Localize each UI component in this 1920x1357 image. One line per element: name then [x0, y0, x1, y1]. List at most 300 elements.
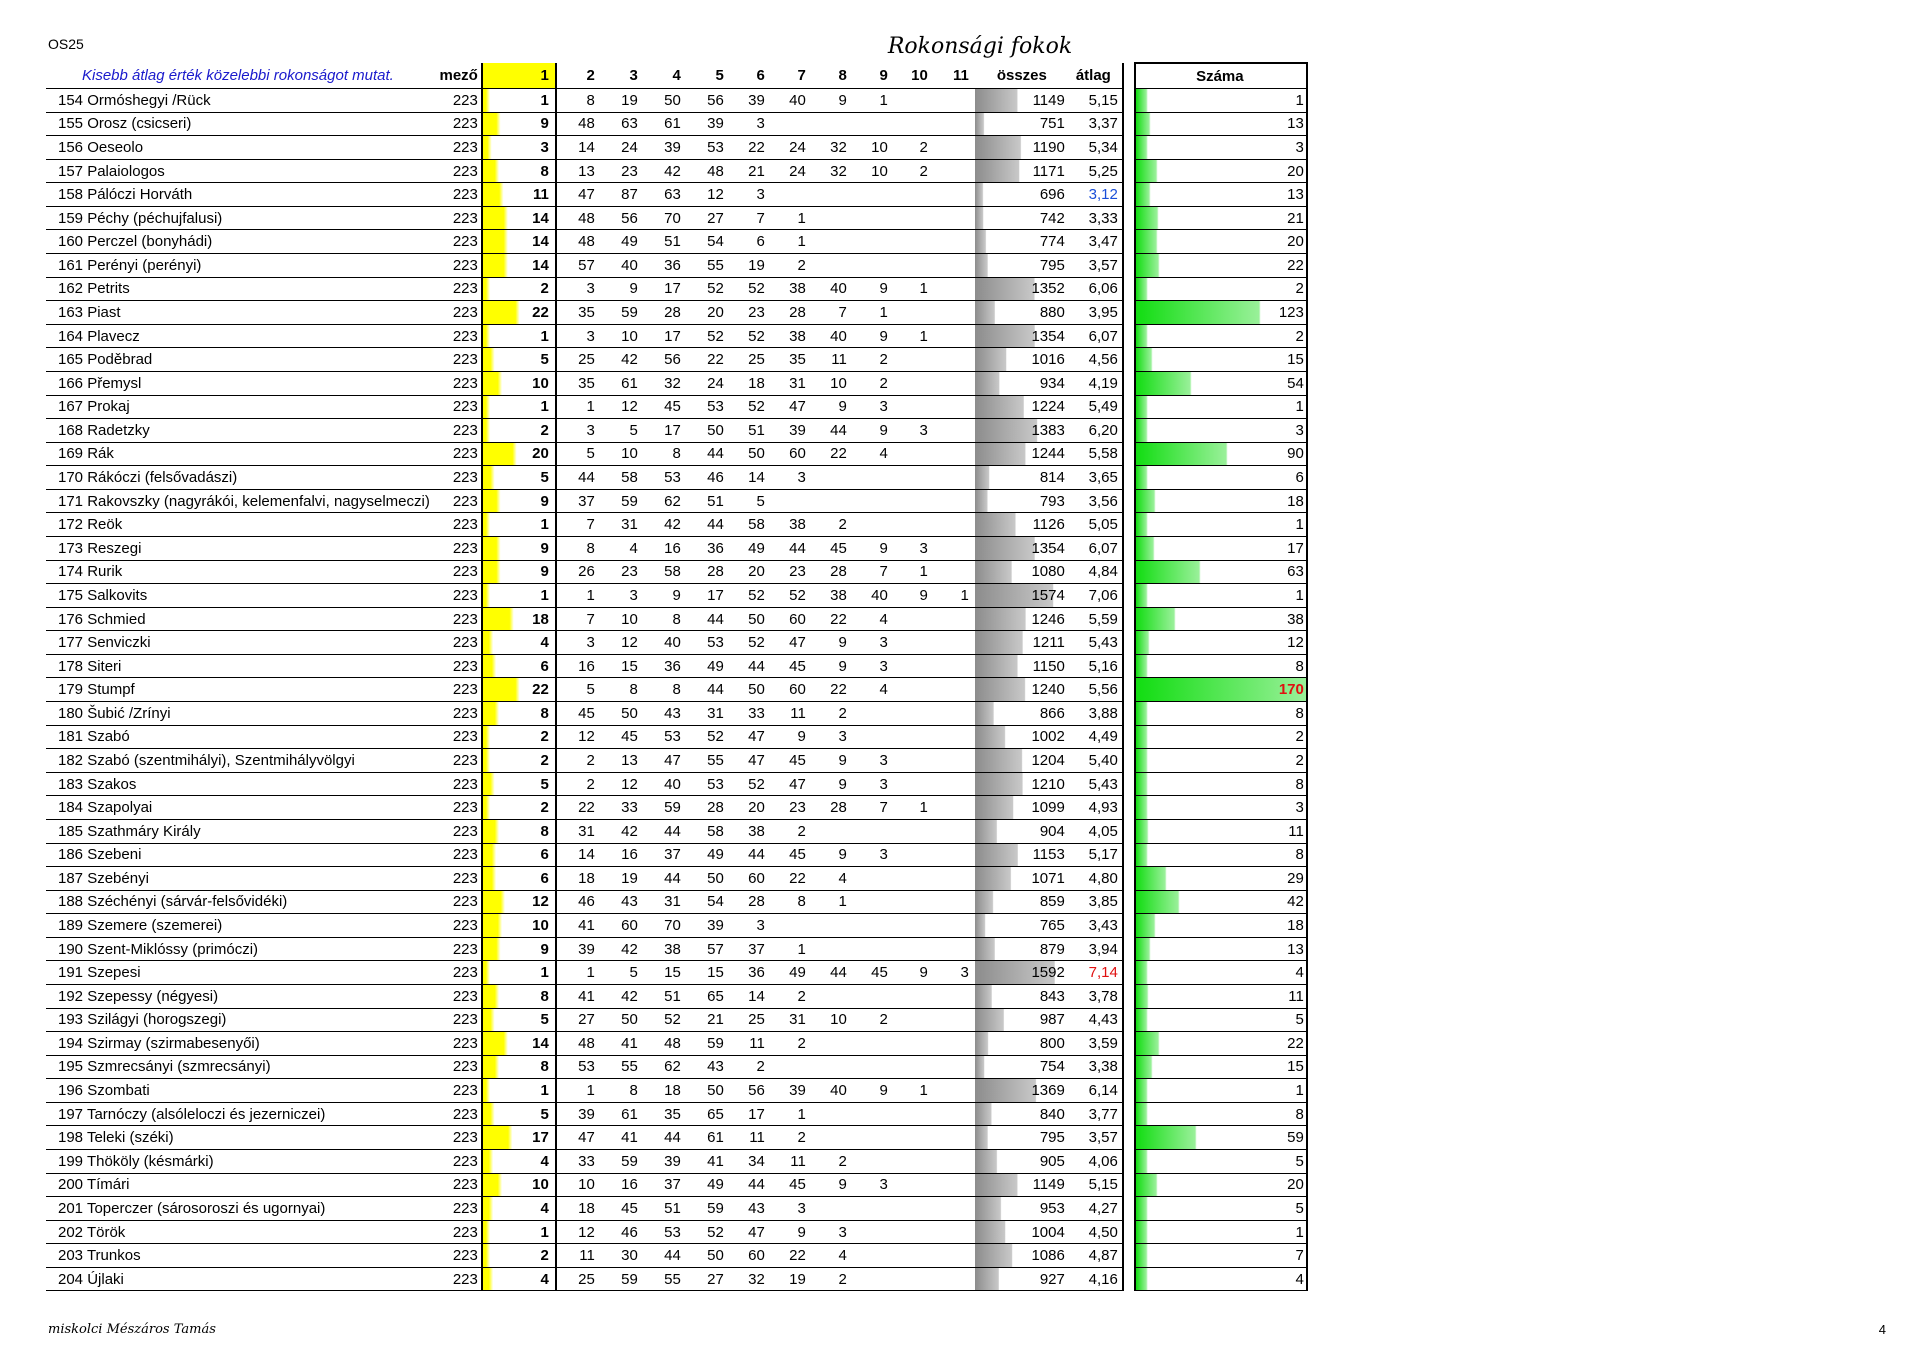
average-cell: 3,77: [1069, 1102, 1123, 1126]
sum-cell: 905: [975, 1150, 1069, 1174]
degree-six-cell: 3: [730, 112, 771, 136]
degree-four-cell: 44: [644, 819, 687, 843]
average-cell: 4,49: [1069, 725, 1123, 749]
degree-ten-cell: [894, 819, 934, 843]
degree-ten-cell: [894, 702, 934, 726]
degree-eight-cell: [812, 254, 853, 278]
row-number: 196: [58, 1082, 84, 1100]
degree-three-cell: 13: [601, 749, 644, 773]
average-cell: 5,17: [1069, 843, 1123, 867]
degree-ten-cell: [894, 1008, 934, 1032]
degree-eleven-cell: [934, 1150, 975, 1174]
mezo-cell: 223: [430, 513, 482, 537]
table-row: [46, 984, 1307, 1008]
table-row: [46, 725, 1307, 749]
table-row: [46, 371, 1307, 395]
sum-cell: 953: [975, 1197, 1069, 1221]
degree-two-cell: 39: [556, 1102, 601, 1126]
degree-nine-cell: [853, 937, 894, 961]
table-row: [46, 183, 1307, 207]
gap-cell: [1123, 230, 1135, 254]
degree-three-cell: 12: [601, 772, 644, 796]
family-name-cell: [46, 230, 430, 254]
degree-ten-cell: [894, 678, 934, 702]
gap-cell: [1123, 206, 1135, 230]
mezo-cell: 223: [430, 395, 482, 419]
degree-two-cell: 33: [556, 1150, 601, 1174]
gap-cell: [1123, 112, 1135, 136]
degree-eleven-cell: [934, 702, 975, 726]
degree-three-cell: 19: [601, 89, 644, 113]
table-row: [46, 584, 1307, 608]
degree-eleven-cell: [934, 1079, 975, 1103]
degree-eleven-cell: [934, 489, 975, 513]
degree-eight-cell: 2: [812, 1267, 853, 1291]
degree-two-cell: 3: [556, 631, 601, 655]
family-name: Teleki (széki): [86, 1129, 174, 1147]
table-row: [46, 301, 1307, 325]
degree-four-cell: 37: [644, 843, 687, 867]
sum-cell: 1592: [975, 961, 1069, 985]
degree-five-cell: 54: [687, 890, 730, 914]
row-number: 183: [58, 775, 84, 793]
family-name: Szemere (szemerei): [87, 917, 223, 935]
count-cell: 8: [1135, 654, 1307, 678]
degree-ten-cell: 9: [894, 961, 934, 985]
degree-six-cell: 11: [730, 1126, 771, 1150]
degree-eight-cell: 9: [812, 654, 853, 678]
degree-nine-cell: [853, 466, 894, 490]
family-name-cell: [46, 301, 430, 325]
degree-two-cell: 3: [556, 419, 601, 443]
average-cell: 4,56: [1069, 348, 1123, 372]
degree-one-cell: 9: [482, 560, 556, 584]
family-name-cell: [46, 513, 430, 537]
degree-four-cell: 17: [644, 277, 687, 301]
mezo-cell: 223: [430, 678, 482, 702]
degree-eleven-cell: [934, 843, 975, 867]
family-name: Senviczki: [87, 634, 151, 652]
degree-five-cell: 65: [687, 984, 730, 1008]
average-cell: 4,43: [1069, 1008, 1123, 1032]
average-cell: 3,95: [1069, 301, 1123, 325]
count-cell: 3: [1135, 419, 1307, 443]
degree-five-cell: 17: [687, 584, 730, 608]
count-cell: 22: [1135, 254, 1307, 278]
family-name: Szmrecsányi (szmrecsányi): [87, 1058, 271, 1076]
average-cell: 5,49: [1069, 395, 1123, 419]
degree-eight-cell: 32: [812, 159, 853, 183]
degree-seven-cell: 60: [771, 678, 812, 702]
degree-four-cell: 53: [644, 725, 687, 749]
sum-cell: 1246: [975, 607, 1069, 631]
degree-three-cell: 16: [601, 1173, 644, 1197]
degree-one-cell: 2: [482, 1244, 556, 1268]
degree-two-cell: 48: [556, 1032, 601, 1056]
header-degree-4: 4: [644, 63, 687, 89]
gap-cell: [1123, 607, 1135, 631]
gap-cell: [1123, 772, 1135, 796]
degree-three-cell: 24: [601, 136, 644, 160]
degree-nine-cell: 2: [853, 371, 894, 395]
degree-three-cell: 19: [601, 867, 644, 891]
degree-ten-cell: [894, 1220, 934, 1244]
family-name: Palaiologos: [87, 162, 165, 180]
family-name: Szombati: [87, 1082, 150, 1100]
average-cell: 4,80: [1069, 867, 1123, 891]
degree-three-cell: 45: [601, 1197, 644, 1221]
table-row: [46, 89, 1307, 113]
mezo-cell: 223: [430, 890, 482, 914]
degree-eight-cell: 9: [812, 89, 853, 113]
degree-six-cell: 50: [730, 442, 771, 466]
family-name-cell: [46, 584, 430, 608]
average-cell: 3,65: [1069, 466, 1123, 490]
degree-four-cell: 53: [644, 466, 687, 490]
gap-cell: [1123, 584, 1135, 608]
degree-ten-cell: [894, 772, 934, 796]
degree-eleven-cell: [934, 1008, 975, 1032]
degree-eleven-cell: [934, 607, 975, 631]
degree-seven-cell: [771, 1055, 812, 1079]
degree-three-cell: 23: [601, 560, 644, 584]
count-cell: 15: [1135, 1055, 1307, 1079]
average-cell: 5,15: [1069, 1173, 1123, 1197]
sum-cell: 1354: [975, 536, 1069, 560]
degree-eight-cell: 9: [812, 631, 853, 655]
average-cell: 5,15: [1069, 89, 1123, 113]
degree-eight-cell: [812, 984, 853, 1008]
degree-eleven-cell: [934, 914, 975, 938]
table-row: [46, 1244, 1307, 1268]
row-number: 177: [58, 634, 84, 652]
degree-seven-cell: 44: [771, 536, 812, 560]
sum-cell: 774: [975, 230, 1069, 254]
degree-seven-cell: 47: [771, 395, 812, 419]
table-row: [46, 1079, 1307, 1103]
mezo-cell: 223: [430, 1055, 482, 1079]
degree-two-cell: 25: [556, 348, 601, 372]
degree-six-cell: 6: [730, 230, 771, 254]
average-cell: 4,19: [1069, 371, 1123, 395]
degree-four-cell: 8: [644, 442, 687, 466]
row-number: 189: [58, 917, 84, 935]
row-number: 190: [58, 940, 84, 958]
sum-cell: 879: [975, 937, 1069, 961]
degree-nine-cell: [853, 1267, 894, 1291]
gap-cell: [1123, 348, 1135, 372]
degree-seven-cell: 39: [771, 419, 812, 443]
degree-four-cell: 35: [644, 1102, 687, 1126]
degree-eight-cell: 3: [812, 725, 853, 749]
count-cell: 12: [1135, 631, 1307, 655]
degree-six-cell: 52: [730, 772, 771, 796]
degree-five-cell: 52: [687, 324, 730, 348]
header-mezo: mező: [430, 63, 482, 89]
mezo-cell: 223: [430, 702, 482, 726]
family-name: Szapolyai: [87, 799, 153, 817]
count-cell: 1: [1135, 89, 1307, 113]
family-name-cell: [46, 631, 430, 655]
degree-seven-cell: 2: [771, 1032, 812, 1056]
family-name: Přemysl: [87, 374, 142, 392]
count-cell: 13: [1135, 937, 1307, 961]
table-row: [46, 1032, 1307, 1056]
degree-eight-cell: 4: [812, 1244, 853, 1268]
degree-two-cell: 10: [556, 1173, 601, 1197]
mezo-cell: 223: [430, 489, 482, 513]
average-cell: 3,57: [1069, 1126, 1123, 1150]
degree-five-cell: 50: [687, 1079, 730, 1103]
degree-six-cell: 47: [730, 749, 771, 773]
row-number: 186: [58, 846, 84, 864]
average-cell: 7,06: [1069, 584, 1123, 608]
degree-three-cell: 42: [601, 348, 644, 372]
degree-six-cell: 36: [730, 961, 771, 985]
degree-two-cell: 31: [556, 819, 601, 843]
mezo-cell: 223: [430, 867, 482, 891]
table-row: [46, 466, 1307, 490]
degree-one-cell: 5: [482, 1102, 556, 1126]
average-cell: 5,59: [1069, 607, 1123, 631]
degree-six-cell: 22: [730, 136, 771, 160]
degree-three-cell: 42: [601, 937, 644, 961]
degree-three-cell: 60: [601, 914, 644, 938]
row-number: 180: [58, 704, 84, 722]
degree-one-cell: 8: [482, 702, 556, 726]
degree-four-cell: 8: [644, 678, 687, 702]
degree-eleven-cell: [934, 1267, 975, 1291]
sum-cell: 1210: [975, 772, 1069, 796]
row-number: 191: [58, 964, 84, 982]
gap-cell: [1123, 1220, 1135, 1244]
gap-cell: [1123, 914, 1135, 938]
degree-eight-cell: 1: [812, 890, 853, 914]
degree-three-cell: 61: [601, 1102, 644, 1126]
page-title: Rokonsági fokok: [887, 34, 1073, 59]
family-name-cell: [46, 254, 430, 278]
table-row: [46, 1126, 1307, 1150]
count-cell: 13: [1135, 183, 1307, 207]
degree-nine-cell: [853, 1032, 894, 1056]
degree-eight-cell: [812, 230, 853, 254]
degree-two-cell: 47: [556, 1126, 601, 1150]
row-number: 174: [58, 563, 84, 581]
gap-cell: [1123, 984, 1135, 1008]
mezo-cell: 223: [430, 206, 482, 230]
mezo-cell: 223: [430, 937, 482, 961]
degree-six-cell: 17: [730, 1102, 771, 1126]
degree-two-cell: 12: [556, 725, 601, 749]
degree-four-cell: 47: [644, 749, 687, 773]
sum-cell: 1071: [975, 867, 1069, 891]
degree-two-cell: 8: [556, 89, 601, 113]
table-row: [46, 1150, 1307, 1174]
degree-nine-cell: [853, 1220, 894, 1244]
degree-seven-cell: 31: [771, 1008, 812, 1032]
degree-eight-cell: [812, 1102, 853, 1126]
degree-three-cell: 9: [601, 277, 644, 301]
family-name-cell: [46, 348, 430, 372]
table-row: [46, 1197, 1307, 1221]
degree-six-cell: 43: [730, 1197, 771, 1221]
mezo-cell: 223: [430, 796, 482, 820]
degree-ten-cell: [894, 183, 934, 207]
degree-ten-cell: [894, 749, 934, 773]
count-cell: 8: [1135, 702, 1307, 726]
gap-cell: [1123, 749, 1135, 773]
degree-seven-cell: 52: [771, 584, 812, 608]
average-cell: 6,07: [1069, 324, 1123, 348]
degree-three-cell: 10: [601, 442, 644, 466]
header-degree-6: 6: [730, 63, 771, 89]
degree-two-cell: 1: [556, 961, 601, 985]
table-row: [46, 560, 1307, 584]
header-degree-1: 1: [482, 63, 556, 89]
degree-eleven-cell: [934, 324, 975, 348]
degree-six-cell: 52: [730, 395, 771, 419]
sum-cell: 843: [975, 984, 1069, 1008]
degree-two-cell: 1: [556, 395, 601, 419]
degree-three-cell: 58: [601, 466, 644, 490]
family-name-cell: [46, 678, 430, 702]
count-cell: 4: [1135, 1267, 1307, 1291]
mezo-cell: 223: [430, 914, 482, 938]
degree-one-cell: 4: [482, 1267, 556, 1291]
degree-four-cell: 40: [644, 772, 687, 796]
degree-eleven-cell: [934, 867, 975, 891]
degree-ten-cell: [894, 1032, 934, 1056]
degree-seven-cell: 11: [771, 702, 812, 726]
family-name: Orosz (csicseri): [87, 115, 192, 133]
degree-four-cell: 51: [644, 230, 687, 254]
family-name-cell: [46, 843, 430, 867]
sum-cell: 1099: [975, 796, 1069, 820]
family-name: Török: [86, 1223, 126, 1241]
degree-nine-cell: 3: [853, 395, 894, 419]
family-name-cell: [46, 1244, 430, 1268]
average-cell: 3,78: [1069, 984, 1123, 1008]
degree-seven-cell: 60: [771, 607, 812, 631]
degree-eight-cell: 11: [812, 348, 853, 372]
degree-three-cell: 41: [601, 1126, 644, 1150]
degree-eight-cell: 7: [812, 301, 853, 325]
mezo-cell: 223: [430, 654, 482, 678]
mezo-cell: 223: [430, 1126, 482, 1150]
sum-cell: 1224: [975, 395, 1069, 419]
degree-eleven-cell: [934, 1055, 975, 1079]
degree-two-cell: 45: [556, 702, 601, 726]
degree-eleven-cell: [934, 1173, 975, 1197]
family-name-cell: [46, 466, 430, 490]
family-name: Ormóshegyi /Rück: [87, 91, 211, 109]
family-name-cell: [46, 984, 430, 1008]
average-cell: 6,06: [1069, 277, 1123, 301]
family-name-cell: [46, 1032, 430, 1056]
degree-five-cell: 65: [687, 1102, 730, 1126]
row-number: 164: [58, 327, 84, 345]
count-cell: 13: [1135, 112, 1307, 136]
count-cell: 2: [1135, 749, 1307, 773]
degree-eleven-cell: [934, 442, 975, 466]
degree-seven-cell: [771, 914, 812, 938]
row-number: 194: [58, 1034, 84, 1052]
average-cell: 4,05: [1069, 819, 1123, 843]
degree-three-cell: 45: [601, 725, 644, 749]
degree-ten-cell: 1: [894, 277, 934, 301]
degree-four-cell: 31: [644, 890, 687, 914]
family-name: Perényi (perényi): [87, 256, 202, 274]
gap-cell: [1123, 654, 1135, 678]
mezo-cell: 223: [430, 1244, 482, 1268]
degree-eight-cell: 32: [812, 136, 853, 160]
degree-four-cell: 39: [644, 1150, 687, 1174]
mezo-cell: 223: [430, 536, 482, 560]
family-name-cell: [46, 1197, 430, 1221]
degree-nine-cell: 10: [853, 159, 894, 183]
count-cell: 170: [1135, 678, 1307, 702]
degree-five-cell: 50: [687, 419, 730, 443]
row-number: 158: [58, 186, 84, 204]
degree-eight-cell: [812, 489, 853, 513]
degree-five-cell: 50: [687, 867, 730, 891]
mezo-cell: 223: [430, 749, 482, 773]
mezo-cell: 223: [430, 584, 482, 608]
degree-three-cell: 87: [601, 183, 644, 207]
table-row: [46, 867, 1307, 891]
row-number: 173: [58, 539, 84, 557]
degree-two-cell: 22: [556, 796, 601, 820]
degree-eight-cell: [812, 466, 853, 490]
table-row: [46, 513, 1307, 537]
degree-ten-cell: [894, 206, 934, 230]
family-name-cell: [46, 442, 430, 466]
degree-seven-cell: 35: [771, 348, 812, 372]
degree-three-cell: 42: [601, 819, 644, 843]
degree-seven-cell: 24: [771, 159, 812, 183]
degree-five-cell: 49: [687, 843, 730, 867]
degree-four-cell: 40: [644, 631, 687, 655]
degree-three-cell: 5: [601, 419, 644, 443]
degree-seven-cell: 60: [771, 442, 812, 466]
degree-seven-cell: 38: [771, 324, 812, 348]
degree-eight-cell: [812, 206, 853, 230]
degree-nine-cell: [853, 254, 894, 278]
count-cell: 2: [1135, 725, 1307, 749]
degree-ten-cell: [894, 984, 934, 1008]
header-degree-10: 10: [894, 63, 934, 89]
degree-six-cell: 56: [730, 1079, 771, 1103]
degree-two-cell: 18: [556, 1197, 601, 1221]
degree-one-cell: 10: [482, 914, 556, 938]
degree-ten-cell: [894, 89, 934, 113]
table-row: [46, 961, 1307, 985]
degree-two-cell: 48: [556, 230, 601, 254]
degree-eight-cell: 38: [812, 584, 853, 608]
row-number: 160: [58, 233, 84, 251]
degree-eleven-cell: [934, 513, 975, 537]
average-cell: 4,16: [1069, 1267, 1123, 1291]
degree-one-cell: 4: [482, 1150, 556, 1174]
degree-seven-cell: 19: [771, 1267, 812, 1291]
degree-eight-cell: 22: [812, 678, 853, 702]
degree-one-cell: 14: [482, 206, 556, 230]
degree-one-cell: 5: [482, 772, 556, 796]
family-name: Radetzky: [87, 421, 150, 439]
gap-cell: [1123, 1055, 1135, 1079]
average-cell: 3,57: [1069, 254, 1123, 278]
gap-cell: [1123, 678, 1135, 702]
